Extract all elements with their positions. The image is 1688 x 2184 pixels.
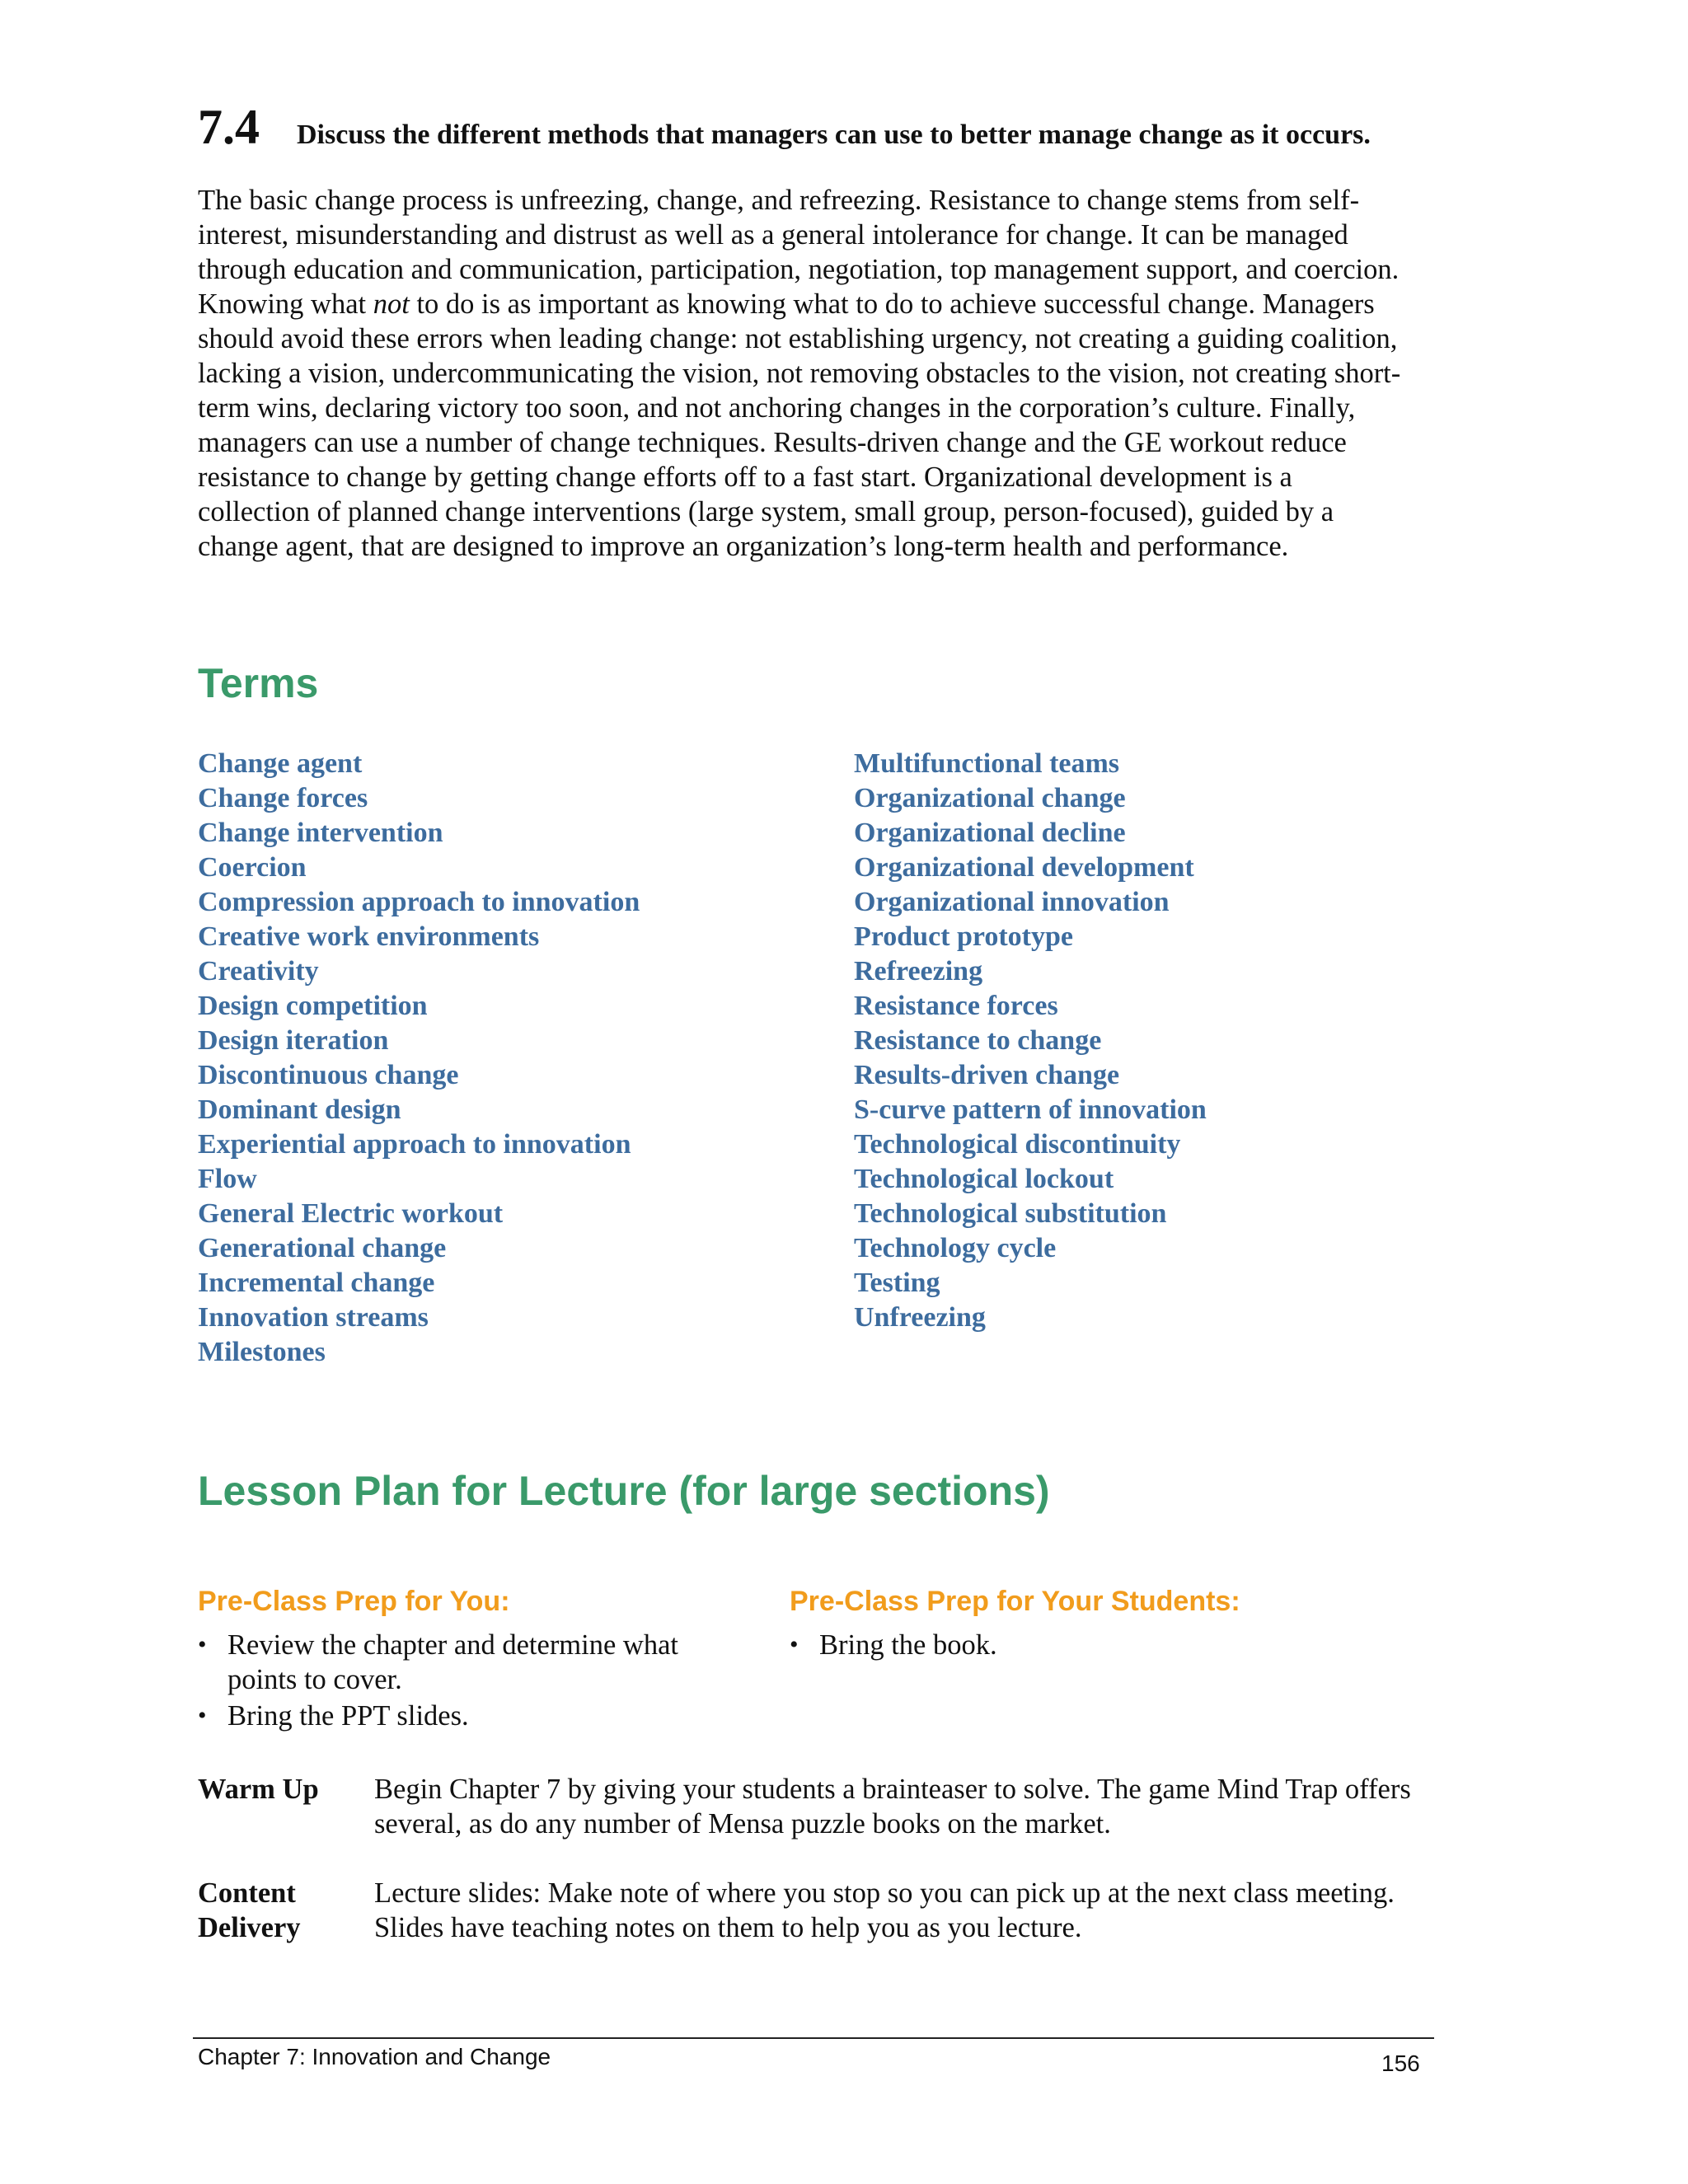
term-item: Resistance to change — [854, 1025, 1102, 1056]
term-item: Discontinuous change — [198, 1060, 459, 1090]
row-description-text: several, as do any number of Mensa puzzle books on the market. — [374, 1808, 1111, 1840]
content-delivery-label — [198, 1876, 374, 1945]
term-item: Creative work environments — [198, 921, 540, 952]
term-item: Flow — [198, 1164, 257, 1194]
objective-summary — [198, 183, 1500, 564]
term-item: Resistance forces — [854, 991, 1058, 1021]
terms-heading: Terms — [198, 660, 319, 706]
term-item: Testing — [854, 1268, 940, 1298]
bullet-icon: • — [790, 1631, 799, 1658]
term-item: Organizational decline — [854, 818, 1126, 848]
list-item-text: Bring the PPT slides. — [227, 1700, 469, 1732]
term-item: Milestones — [198, 1337, 326, 1367]
prep-for-students — [790, 1586, 1367, 1664]
term-item: Technological substitution — [854, 1198, 1167, 1229]
term-item: Change intervention — [198, 818, 443, 848]
summary-text: Knowing what — [198, 288, 373, 320]
warm-up-label — [198, 1772, 374, 1841]
summary-line: managers can use a number of change techniques. Results-driven change and the GE workout reduce — [198, 427, 1347, 458]
summary-text: to do is as important as knowing what to do to achieve successful change. Managers — [409, 288, 1375, 320]
objective-number: 7.4 — [198, 100, 260, 154]
warm-up-description — [374, 1772, 1411, 1841]
summary-line: lacking a vision, undercommunicating the vision, not removing obstacles to the vision, not creating short- — [198, 358, 1401, 389]
term-item: Creativity — [198, 956, 319, 987]
term-item: Technological lockout — [854, 1164, 1114, 1194]
row-label-text: Delivery — [198, 1912, 301, 1943]
term-item: Design competition — [198, 991, 428, 1021]
row-label-text: Content — [198, 1877, 296, 1909]
term-item: Technology cycle — [854, 1233, 1057, 1263]
list-item — [198, 1628, 742, 1697]
footer-divider — [193, 2037, 1434, 2039]
summary-line: The basic change process is unfreezing, change, and refreezing. Resistance to change stems from self- — [198, 185, 1360, 216]
term-item: Compression approach to innovation — [198, 887, 640, 917]
prep-for-you — [198, 1586, 742, 1735]
bullet-icon: • — [198, 1631, 207, 1658]
term-item: Technological discontinuity — [854, 1129, 1181, 1160]
term-item: Results-driven change — [854, 1060, 1120, 1090]
row-description-text: Begin Chapter 7 by giving your students a brainteaser to solve. The game Mind Trap offers — [374, 1774, 1411, 1805]
term-item: Change forces — [198, 783, 368, 813]
summary-line: term wins, declaring victory too soon, and not anchoring changes in the corporation’s culture. Finally, — [198, 392, 1356, 424]
terms-list-right — [854, 747, 1207, 1335]
row-label-text: Warm Up — [198, 1774, 319, 1805]
list-item-text: points to cover. — [227, 1664, 402, 1695]
content-delivery-row — [198, 1876, 1517, 1945]
emphasis-text: not — [373, 288, 410, 320]
content-delivery-description — [374, 1876, 1395, 1945]
row-description-text: Slides have teaching notes on them to help you as you lecture. — [374, 1912, 1082, 1943]
prep-for-students-title: Pre-Class Prep for Your Students: — [790, 1586, 1240, 1617]
summary-line: should avoid these errors when leading change: not establishing urgency, not creating a guiding coalition, — [198, 323, 1398, 354]
prep-for-you-list — [198, 1628, 742, 1733]
summary-line: collection of planned change interventions (large system, small group, person-focused), guided by a — [198, 496, 1334, 527]
term-item: Experiential approach to innovation — [198, 1129, 631, 1160]
list-item-text: Bring the book. — [819, 1629, 997, 1661]
list-item — [198, 1699, 742, 1733]
summary-line: interest, misunderstanding and distrust as well as a general intolerance for change. It can be managed — [198, 219, 1348, 251]
term-item: Change agent — [198, 748, 363, 779]
term-item: Refreezing — [854, 956, 983, 987]
term-item: Organizational development — [854, 852, 1194, 883]
terms-list-left — [198, 747, 640, 1370]
footer-chapter-title: Chapter 7: Innovation and Change — [198, 2044, 551, 2069]
lesson-plan-heading: Lesson Plan for Lecture (for large sections) — [198, 1468, 1050, 1514]
term-item: Organizational change — [854, 783, 1126, 813]
term-item: Coercion — [198, 852, 307, 883]
term-item: Organizational innovation — [854, 887, 1170, 917]
prep-for-students-list — [790, 1628, 1367, 1662]
term-item: Design iteration — [198, 1025, 389, 1056]
term-item: Unfreezing — [854, 1302, 986, 1333]
term-item: Innovation streams — [198, 1302, 429, 1333]
term-item: Dominant design — [198, 1094, 401, 1125]
warm-up-row — [198, 1772, 1517, 1841]
summary-line: change agent, that are designed to improve an organization’s long-term health and performance. — [198, 531, 1289, 562]
list-item — [790, 1628, 1367, 1662]
objective-title: Discuss the different methods that managers can use to better manage change as it occurs. — [297, 120, 1371, 150]
summary-line-with-emphasis — [198, 287, 1500, 321]
term-item: General Electric workout — [198, 1198, 504, 1229]
term-item: Product prototype — [854, 921, 1074, 952]
list-item-text: Review the chapter and determine what — [227, 1629, 678, 1661]
footer-page-number: 156 — [1381, 2050, 1420, 2076]
bullet-icon: • — [198, 1702, 207, 1729]
summary-line: through education and communication, participation, negotiation, top management support, and coercion. — [198, 254, 1400, 285]
term-item: Incremental change — [198, 1268, 435, 1298]
learning-objective — [198, 99, 1500, 156]
term-item: Generational change — [198, 1233, 447, 1263]
row-description-text: Lecture slides: Make note of where you stop so you can pick up at the next class meeting. — [374, 1877, 1395, 1909]
summary-line: resistance to change by getting change efforts off to a fast start. Organizational development is a — [198, 462, 1292, 493]
prep-for-you-title: Pre-Class Prep for You: — [198, 1586, 510, 1617]
term-item: Multifunctional teams — [854, 748, 1120, 779]
term-item: S-curve pattern of innovation — [854, 1094, 1207, 1125]
